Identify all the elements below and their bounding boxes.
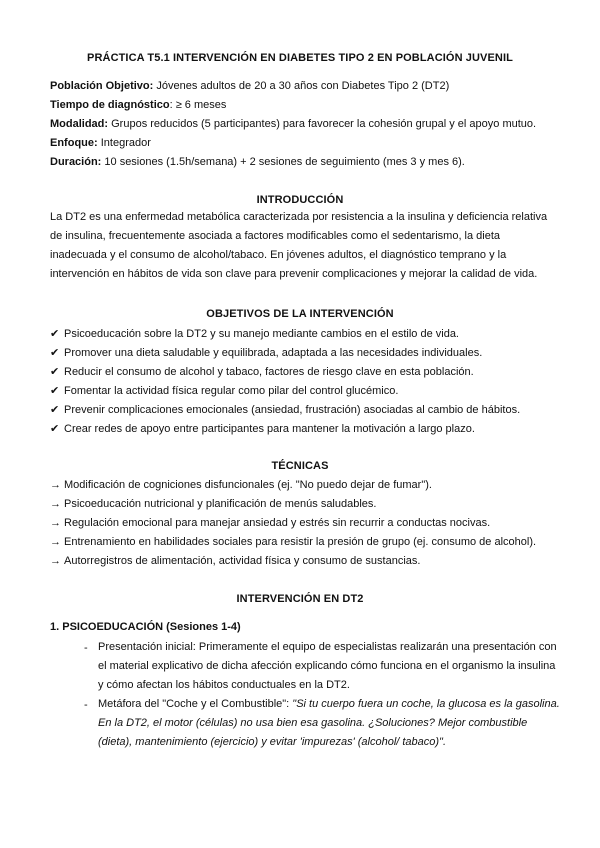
document-title: PRÁCTICA T5.1 INTERVENCIÓN EN DIABETES TIPO 2 EN POBLACIÓN JUVENIL bbox=[87, 52, 513, 64]
objetivo-item bbox=[50, 422, 570, 435]
metafora-text bbox=[98, 695, 560, 752]
objetivo-text: Reducir el consumo de alcohol y tabaco, factores de riesgo clave en esta población. bbox=[64, 366, 474, 378]
meta-label: Tiempo de diagnóstico bbox=[50, 99, 170, 111]
arrow-right-icon: → bbox=[50, 479, 61, 491]
meta-label: Enfoque: bbox=[50, 137, 98, 149]
tecnica-item bbox=[50, 479, 570, 491]
objetivo-item bbox=[50, 365, 570, 378]
meta-poblacion bbox=[50, 80, 560, 92]
meta-label: Población Objetivo: bbox=[50, 80, 154, 92]
tecnica-text: Psicoeducación nutricional y planificación de menús saludables. bbox=[64, 498, 377, 510]
meta-value: 10 sesiones (1.5h/semana) + 2 sesiones de seguimiento (mes 3 y mes 6). bbox=[101, 156, 465, 168]
objetivo-item bbox=[50, 384, 570, 397]
metafora-quote: "Si tu cuerpo fuera un coche, la glucosa es la gasolina. En la DT2, el motor (células) no usa bien esa gasolina. ¿Soluciones? Mejor combustible (dieta), mantenimiento (ejercicio) y evitar 'impurezas' (alcohol/ tabaco)". bbox=[98, 698, 560, 748]
objetivo-text: Psicoeducación sobre la DT2 y su manejo mediante cambios en el estilo de vida. bbox=[64, 328, 459, 340]
tecnica-text: Modificación de cogniciones disfuncionales (ej. "No puedo dejar de fumar"). bbox=[64, 479, 432, 491]
objetivo-text: Prevenir complicaciones emocionales (ansiedad, frustración) asociadas al cambio de hábitos. bbox=[64, 404, 521, 416]
meta-tiempo bbox=[50, 99, 560, 111]
check-icon: ✔ bbox=[50, 423, 60, 435]
meta-label: Duración: bbox=[50, 156, 102, 168]
check-icon: ✔ bbox=[50, 328, 60, 340]
objetivo-item bbox=[50, 327, 570, 340]
tecnica-item bbox=[50, 498, 570, 510]
check-icon: ✔ bbox=[50, 385, 60, 397]
section-psicoeducacion: 1. PSICOEDUCACIÓN (Sesiones 1-4) bbox=[50, 621, 241, 633]
tecnica-item bbox=[50, 555, 570, 567]
objetivo-item bbox=[50, 403, 570, 416]
dash-bullet: - bbox=[84, 699, 88, 711]
objetivo-text: Promover una dieta saludable y equilibrada, adaptada a las necesidades individuales. bbox=[64, 347, 483, 359]
arrow-right-icon: → bbox=[50, 536, 61, 548]
intro-heading: INTRODUCCIÓN bbox=[256, 194, 344, 206]
intro-paragraph: La DT2 es una enfermedad metabólica caracterizada por resistencia a la insulina y deficiencia relativa de insulina, frecuentemente asociada a factores modificables como el sedentarismo, la dieta inadecuada y el consumo de alcohol/tabaco. En jóvenes adultos, el diagnóstico temprano y la intervención en hábitos de vida son clave para prevenir complicaciones y mejorar la calidad de vida. bbox=[50, 211, 548, 280]
arrow-right-icon: → bbox=[50, 517, 61, 529]
meta-value: Jóvenes adultos de 20 a 30 años con Diabetes Tipo 2 (DT2) bbox=[153, 80, 450, 92]
objetivo-item bbox=[50, 346, 570, 359]
meta-duracion bbox=[50, 156, 560, 168]
metafora-label: Metáfora del "Coche y el Combustible": bbox=[98, 698, 293, 710]
tecnica-item bbox=[50, 536, 570, 548]
presentacion-inicial-text: Presentación inicial: Primeramente el equipo de especialistas realizarán una presentación con el material explicativo de dicha afección explicando cómo funciona en el organismo la insulina y cómo afectan los hábitos conductuales en la DT2. bbox=[98, 641, 557, 691]
meta-value: Integrador bbox=[97, 137, 151, 149]
tecnicas-heading: TÉCNICAS bbox=[271, 460, 329, 472]
arrow-right-icon: → bbox=[50, 555, 61, 567]
arrow-right-icon: → bbox=[50, 498, 61, 510]
tecnica-text: Entrenamiento en habilidades sociales para resistir la presión de grupo (ej. consumo de alcohol). bbox=[64, 536, 537, 548]
dash-bullet: - bbox=[84, 642, 88, 654]
objetivo-text: Fomentar la actividad física regular como pilar del control glucémico. bbox=[64, 385, 399, 397]
check-icon: ✔ bbox=[50, 347, 60, 359]
check-icon: ✔ bbox=[50, 404, 60, 416]
meta-modalidad bbox=[50, 118, 560, 130]
tecnica-text: Autorregistros de alimentación, actividad física y consumo de sustancias. bbox=[64, 555, 421, 567]
intervencion-heading: INTERVENCIÓN EN DT2 bbox=[236, 593, 364, 605]
meta-enfoque bbox=[50, 137, 560, 149]
tecnica-item bbox=[50, 517, 570, 529]
check-icon: ✔ bbox=[50, 366, 60, 378]
meta-value: Grupos reducidos (5 participantes) para favorecer la cohesión grupal y el apoyo mutuo. bbox=[108, 118, 537, 130]
objetivos-heading: OBJETIVOS DE LA INTERVENCIÓN bbox=[206, 308, 394, 320]
objetivo-text: Crear redes de apoyo entre participantes para mantener la motivación a largo plazo. bbox=[64, 423, 475, 435]
meta-value: : ≥ 6 meses bbox=[169, 99, 227, 111]
meta-label: Modalidad: bbox=[50, 118, 109, 130]
tecnica-text: Regulación emocional para manejar ansiedad y estrés sin recurrir a conductas nocivas. bbox=[64, 517, 491, 529]
